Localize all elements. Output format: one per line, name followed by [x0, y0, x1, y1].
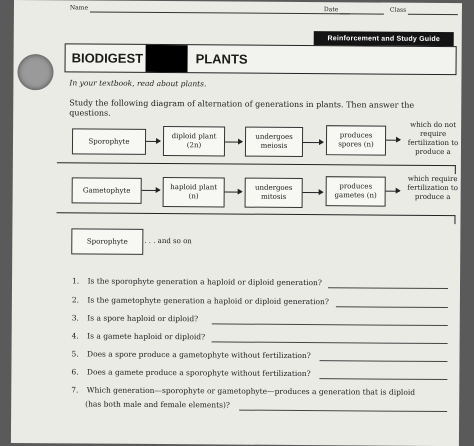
question-number: 6.	[71, 367, 79, 377]
box-line: spores (n)	[338, 140, 374, 149]
question-number: 4.	[71, 331, 79, 341]
sporophyte-label: Sporophyte	[86, 237, 128, 246]
question-text: Does a gamete produce a sporophyte without fertilization?	[86, 367, 311, 379]
question-6	[71, 367, 310, 378]
arrow	[225, 141, 242, 142]
topic-title: PLANTS	[195, 51, 248, 67]
box-line: gametes (n)	[334, 191, 377, 200]
binder-hole	[17, 54, 53, 90]
mitosis-box	[245, 178, 303, 208]
question-text: Is the gametophyte generation a haploid or diploid generation?	[87, 295, 329, 307]
instructions-text: Study the following diagram of alternation of generations in plants. Then answer the questions.	[69, 98, 415, 118]
name-line	[90, 12, 350, 15]
row2-note: which require fertilization to produce a	[407, 174, 458, 202]
row1-note: which do not require fertilization to produce a	[407, 120, 459, 157]
answer-line[interactable]	[239, 410, 447, 412]
gametes-box	[326, 176, 386, 206]
answer-line[interactable]	[336, 306, 448, 308]
date-label: Date	[323, 6, 339, 14]
box-line: produces	[339, 131, 373, 140]
title-black-block	[146, 45, 188, 72]
loop-connector	[56, 212, 455, 224]
sporophyte-label: Sporophyte	[88, 137, 130, 146]
gametophyte-label: Gametophyte	[82, 185, 131, 195]
answer-line[interactable]	[319, 360, 447, 362]
question-4	[72, 331, 206, 341]
answer-line[interactable]	[328, 287, 448, 289]
box-line: (n)	[188, 192, 199, 201]
box-line: (2n)	[186, 141, 202, 150]
name-label: Name	[69, 4, 89, 12]
question-number: 1.	[72, 276, 80, 286]
question-number: 7.	[71, 385, 79, 395]
loop-connector	[57, 162, 456, 174]
answer-line[interactable]	[212, 341, 448, 344]
box-line: undergoes	[254, 183, 293, 192]
haploid-plant-box	[163, 177, 225, 207]
arrow	[386, 140, 400, 141]
arrow	[225, 191, 242, 192]
arrow	[303, 192, 323, 193]
arrow	[303, 142, 323, 143]
answer-line[interactable]	[212, 323, 448, 326]
header-row	[54, 0, 452, 23]
box-line: haploid plant	[170, 183, 218, 192]
question-text: Is the sporophyte generation a haploid or diploid generation?	[87, 276, 322, 288]
arrow	[146, 141, 160, 142]
intro-text: In your textbook, read about plants.	[69, 78, 207, 89]
section-banner: Reinforcement and Study Guide	[314, 31, 454, 47]
question-number: 3.	[71, 313, 79, 323]
question-7	[71, 385, 415, 396]
sporophyte-box	[72, 128, 146, 155]
and-so-on-text: . . . and so on	[144, 236, 192, 246]
question-3	[72, 313, 198, 323]
sporophyte-box-2	[71, 228, 143, 255]
worksheet-page	[11, 0, 462, 446]
diploid-plant-box	[163, 126, 225, 156]
question-text: Is a gamete haploid or diploid?	[87, 331, 206, 342]
question-7-continued	[85, 400, 230, 410]
meiosis-box	[245, 127, 303, 157]
arrow	[386, 191, 400, 192]
box-line: diploid plant	[171, 132, 217, 141]
question-5	[71, 349, 310, 360]
box-line: mitosis	[260, 192, 287, 201]
question-number: 5.	[71, 349, 79, 359]
answer-line[interactable]	[319, 378, 447, 380]
box-line: undergoes	[255, 132, 293, 141]
arrow	[142, 190, 160, 191]
question-text: Is a spore haploid or diploid?	[87, 313, 199, 324]
unit-title: BIODIGEST	[71, 50, 144, 66]
question-2	[72, 295, 329, 306]
gametophyte-box	[72, 177, 142, 203]
class-label: Class	[389, 6, 407, 14]
title-bar	[64, 43, 456, 75]
question-number: 2.	[71, 295, 80, 305]
class-line	[408, 14, 458, 15]
question-text: (has both male and female elements)?	[85, 399, 231, 410]
box-line: meiosis	[260, 141, 288, 150]
box-line: produces	[339, 182, 373, 191]
question-text: Does a spore produce a gametophyte without fertilization?	[87, 349, 311, 361]
question-text: Which generation—sporophyte or gametophyte—produces a generation that is diploid	[86, 385, 416, 397]
spores-box	[326, 125, 386, 155]
date-line	[340, 13, 384, 14]
question-1	[72, 276, 322, 287]
